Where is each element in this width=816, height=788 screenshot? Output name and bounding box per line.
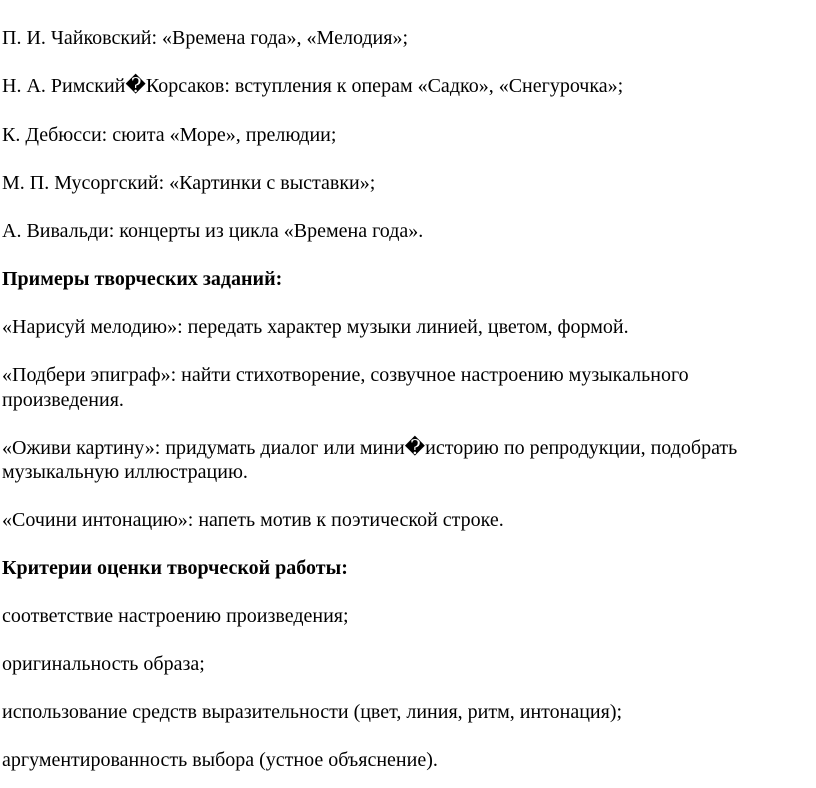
task-item-line: «Нарисуй мелодию»: передать характер музыки линией, цветом, формой. <box>2 316 629 338</box>
task-item-line: музыкальную иллюстрацию. <box>2 461 248 483</box>
criteria-heading: Критерии оценки творческой работы: <box>2 557 348 579</box>
composer-item: А. Вивальди: концерты из цикла «Времена года». <box>2 220 424 242</box>
tasks-heading: Примеры творческих заданий: <box>2 268 283 290</box>
composer-item: П. И. Чайковский: «Времена года», «Мелодия»; <box>2 27 408 49</box>
composer-item: К. Дебюсси: сюита «Море», прелюдии; <box>2 124 337 146</box>
criteria-item: соответствие настроению произведения; <box>2 605 349 627</box>
composer-item: М. П. Мусоргский: «Картинки с выставки»; <box>2 172 376 194</box>
criteria-item: аргументированность выбора (устное объяснение). <box>2 749 438 771</box>
task-item-line: «Оживи картину»: придумать диалог или мини�историю по репродукции, подобрать <box>2 437 738 459</box>
criteria-item: оригинальность образа; <box>2 653 205 675</box>
task-item-line: произведения. <box>2 389 124 411</box>
criteria-item: использование средств выразительности (цвет, линия, ритм, интонация); <box>2 701 623 723</box>
task-item-line: «Сочини интонацию»: напеть мотив к поэтической строке. <box>2 509 504 531</box>
task-item-line: «Подбери эпиграф»: найти стихотворение, созвучное настроению музыкального <box>2 364 689 386</box>
composer-item: Н. А. Римский�Корсаков: вступления к операм «Садко», «Снегурочка»; <box>2 75 624 97</box>
